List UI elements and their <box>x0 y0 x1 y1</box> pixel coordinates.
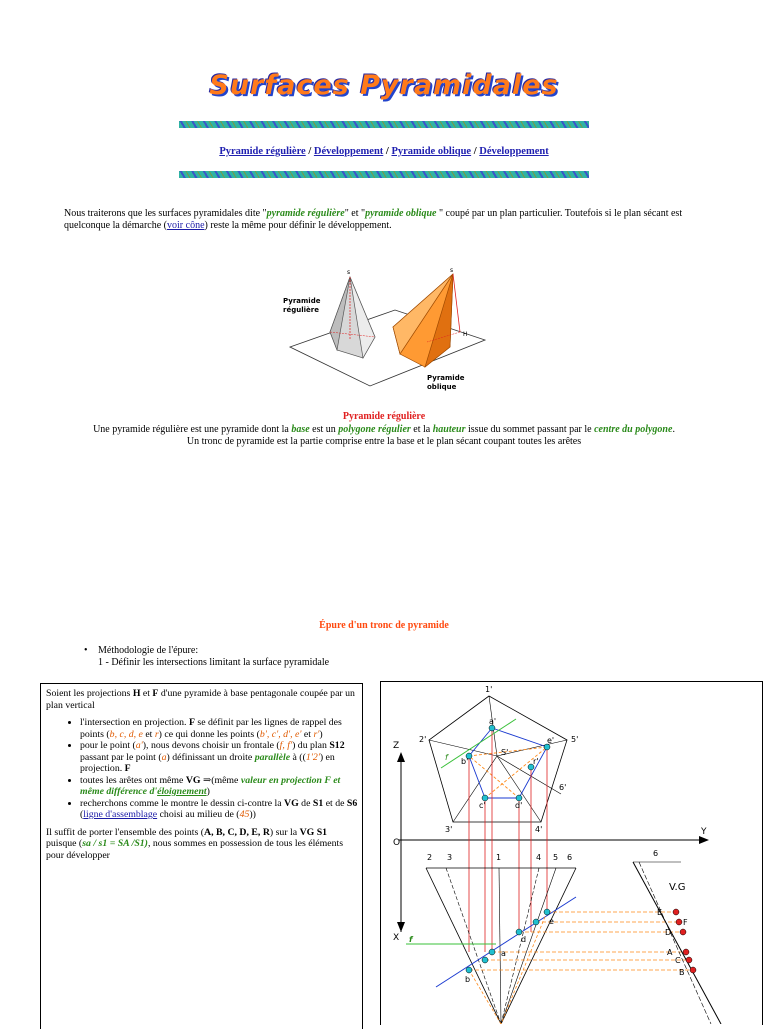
method-list <box>84 645 329 669</box>
label-oblique-1: Pyramide <box>427 374 465 382</box>
nav-links <box>0 146 768 157</box>
axis-y: Y <box>701 827 707 837</box>
svg-text:e': e' <box>547 736 555 745</box>
svg-text:6': 6' <box>559 783 567 792</box>
label-oblique-2: oblique <box>427 383 457 391</box>
svg-text:a: a <box>501 949 506 958</box>
method-bullet: • Méthodologie de l'épure: <box>84 645 199 656</box>
svg-text:6: 6 <box>653 849 659 858</box>
svg-text:S': S' <box>501 748 509 757</box>
vg-label: V.G <box>669 882 686 893</box>
nav-link-developpement-2[interactable]: Développement <box>479 146 549 157</box>
axis-x: X <box>393 933 400 943</box>
method-step: 1 - Définir les intersections limitant la surface pyramidale <box>98 657 330 668</box>
svg-text:b: b <box>465 975 471 984</box>
axis-z: Z <box>393 741 400 751</box>
svg-text:2: 2 <box>427 853 433 862</box>
apex-label-regular: s <box>347 269 351 276</box>
svg-text:5': 5' <box>571 735 579 744</box>
voir-cone-link[interactable]: voir cône <box>167 220 205 231</box>
svg-text:4': 4' <box>535 825 543 834</box>
svg-text:F: F <box>683 918 688 927</box>
apex-label-oblique: s <box>450 267 454 274</box>
label-regular-1: Pyramide <box>283 297 321 305</box>
svg-text:1': 1' <box>485 685 493 694</box>
svg-text:4: 4 <box>536 853 542 862</box>
decorative-band-bottom <box>179 171 589 178</box>
nav-sep: / <box>471 146 480 157</box>
foot-label: H <box>463 331 468 338</box>
decorative-band-top <box>179 121 589 128</box>
svg-text:d: d <box>521 935 527 944</box>
svg-text:E: E <box>657 908 663 917</box>
nav-link-developpement-1[interactable]: Développement <box>313 146 384 157</box>
svg-text:b': b' <box>461 757 469 766</box>
definition-text: Une pyramide régulière est une pyramide dont la base est un polygone régulier et la hauteur issue du sommet passant par le centre du polygone. Un tronc de pyramide est la partie comprise entre la base et le plan sécant coupant toutes les arêtes <box>93 424 675 447</box>
svg-text:6: 6 <box>567 853 573 862</box>
epure-heading: Épure d'un tronc de pyramide <box>319 620 449 631</box>
svg-text:3': 3' <box>445 825 453 834</box>
svg-text:A: A <box>667 948 673 957</box>
svg-text:f: f <box>409 935 413 944</box>
nav-sep: / <box>305 146 314 157</box>
svg-text:c': c' <box>479 801 486 810</box>
origin: O <box>393 838 401 848</box>
nav-link-pyramide-oblique[interactable]: Pyramide oblique <box>391 146 472 157</box>
epure-diagram <box>381 682 760 1024</box>
intro-paragraph: Nous traiterons que les surfaces pyramidales dite "pyramide régulière" et "pyramide oblique " coupé par un plan particulier. Toutefois si le plan sécant est quelconque la démarche (voir cône) reste la même pour définir le développement. <box>64 208 683 231</box>
svg-text:D: D <box>665 928 672 937</box>
svg-text:1: 1 <box>496 853 502 862</box>
page-title: Surfaces Pyramidales <box>209 70 559 101</box>
eloignement-link[interactable]: éloignement <box>157 786 207 797</box>
svg-text:2': 2' <box>419 735 427 744</box>
svg-text:e: e <box>549 917 554 926</box>
pyramids-illustration <box>275 262 495 397</box>
ligne-assemblage-link[interactable]: ligne d'assemblage <box>83 809 158 820</box>
definition-heading: Pyramide régulière <box>342 411 426 422</box>
svg-text:a': a' <box>489 717 497 726</box>
nav-link-pyramide-reguliere[interactable]: Pyramide régulière <box>219 146 306 157</box>
svg-text:d': d' <box>515 801 523 810</box>
svg-text:r': r' <box>533 757 539 766</box>
svg-text:5: 5 <box>553 853 559 862</box>
svg-text:C: C <box>675 956 681 965</box>
nav-sep: / <box>383 146 392 157</box>
svg-text:f: f <box>445 753 448 762</box>
explanation-text: Soient les projections H et F d'une pyramide à base pentagonale coupée par un plan vertical • l'intersection en projection. F se définit par les lignes de rappel des points (b, c, d, e et r) ce qui donne les points (b', c', d', e' et r') • pour le point (a'), nous devons choisir un frontale (f, f') du plan S12 passant par le point (a) définissant un droite parallèle à ((1'2') en projection. F • toutes les arêtes ont même VG ⇒(même valeur en projection F et même différence d'éloignement) • recherchons comme le montre le dessin ci-contre la VG de S1 et de S6 (ligne d'assemblage choisi au milieu de (45)) Il suffit de porter l'ensemble des points (A, B, C, D, E, R) sur la VG S1 puisque (sa / s1 = SA /S1), nous sommes en possession de tous les éléments pour développer <box>46 688 358 861</box>
svg-text:3: 3 <box>447 853 453 862</box>
label-regular-2: régulière <box>283 306 319 314</box>
svg-text:B: B <box>679 968 685 977</box>
